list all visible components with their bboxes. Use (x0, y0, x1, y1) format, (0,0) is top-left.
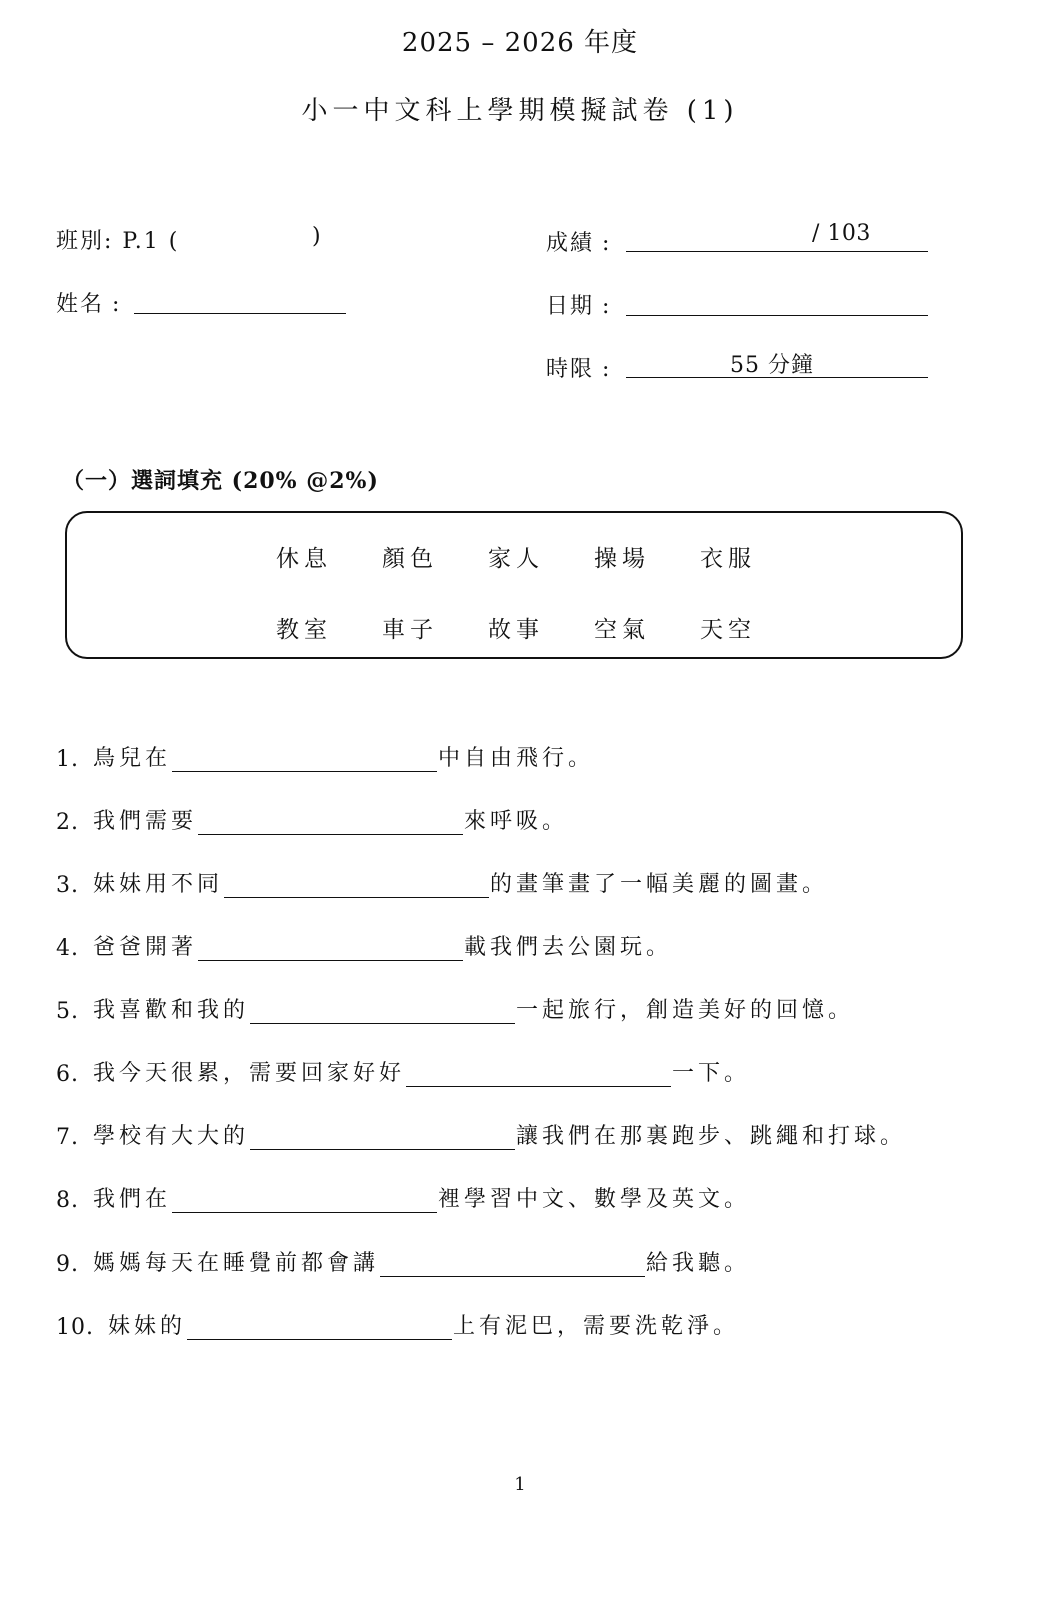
date-input-line[interactable] (626, 315, 928, 316)
school-year: 2025 – 2026 年度 (401, 28, 639, 58)
answer-blank[interactable] (224, 871, 489, 898)
answer-blank[interactable] (250, 1123, 515, 1150)
class-label: 班別 (56, 229, 105, 254)
question-9: 9. 媽媽每天在睡覺前都會講 給我聽。 (56, 1251, 751, 1277)
word-bank-item: 故事 (488, 617, 544, 643)
word-bank-item: 操場 (594, 546, 650, 572)
answer-blank[interactable] (198, 934, 463, 961)
word-bank-item: 空氣 (594, 617, 650, 643)
score-input-line[interactable] (626, 251, 928, 252)
question-8: 8. 我們在 裡學習中文、數學及英文。 (56, 1187, 751, 1213)
answer-blank[interactable] (172, 1186, 437, 1213)
date-label: 日期 : (546, 294, 612, 319)
answer-blank[interactable] (380, 1250, 645, 1277)
word-bank-item: 休息 (276, 546, 332, 572)
answer-blank[interactable] (172, 745, 437, 772)
class-field (56, 224, 179, 255)
word-bank-item: 衣服 (700, 546, 756, 572)
time-limit-value: 55 分鐘 (730, 353, 814, 378)
class-close-paren: ) (312, 224, 323, 249)
word-bank-item: 教室 (276, 617, 332, 643)
exam-title: 小一中文科上學期模擬試卷 (1) (301, 96, 739, 126)
time-limit-label: 時限 : (546, 357, 612, 382)
question-7: 7. 學校有大大的 讓我們在那裏跑步、跳繩和打球。 (56, 1124, 907, 1150)
question-4: 4. 爸爸開著 載我們去公園玩。 (56, 935, 673, 961)
question-3: 3. 妹妹用不同 的畫筆畫了一幅美麗的圖畫。 (56, 872, 829, 898)
page-number: 1 (514, 1474, 526, 1495)
word-bank-item: 天空 (700, 617, 756, 643)
word-bank-item: 車子 (382, 617, 438, 643)
word-bank-item: 家人 (488, 546, 544, 572)
class-prefix: : P.1 ( (104, 229, 180, 254)
question-6: 6. 我今天很累，需要回家好好 一下。 (56, 1061, 751, 1087)
question-2: 2. 我們需要 來呼吸。 (56, 809, 569, 835)
word-bank (276, 540, 806, 644)
question-5: 5. 我喜歡和我的 一起旅行，創造美好的回憶。 (56, 998, 855, 1024)
answer-blank[interactable] (406, 1060, 671, 1087)
answer-blank[interactable] (198, 808, 463, 835)
score-total: / 103 (812, 221, 871, 246)
word-bank-item: 顏色 (382, 546, 438, 572)
section-heading: （一）選詞填充 (20% @2%) (62, 468, 379, 494)
score-label: 成績 : (546, 231, 612, 256)
name-input-line[interactable] (134, 313, 346, 314)
answer-blank[interactable] (250, 997, 515, 1024)
question-1: 1. 鳥兒在 中自由飛行。 (56, 746, 595, 772)
question-10: 10. 妹妹的 上有泥巴，需要洗乾淨。 (56, 1314, 740, 1340)
name-field-label: 姓名 : (56, 292, 122, 317)
answer-blank[interactable] (187, 1313, 452, 1340)
